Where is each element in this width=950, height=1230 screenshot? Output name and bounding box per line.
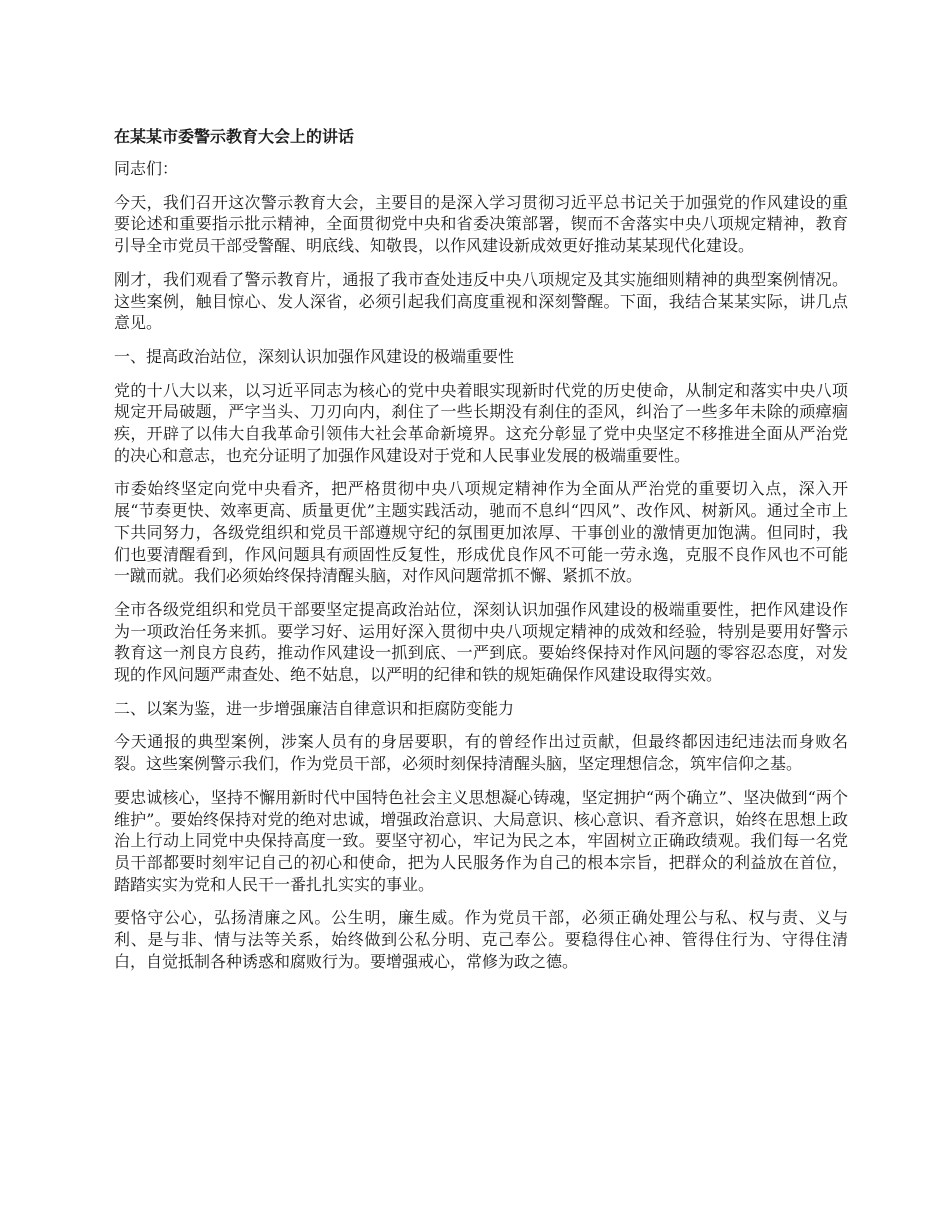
salutation: 同志们： — [114, 159, 179, 178]
document-title: 在某某市委警示教育大会上的讲话 — [114, 127, 355, 146]
section-1-paragraph-1: 党的十八大以来，以习近平同志为核心的党中央着眼实现新时代党的历史使命，从制定和落实中央八项规定开局破题，严字当头、刀刃向内，刹住了一些长期没有刹住的歪风，纠治了一些多年未除的顽瘴痼疾，开辟了以伟大自我革命引领伟大社会革命新境界。这充分彰显了党中央坚定不移推进全面从严治党的决心和意志，也充分证明了加强作风建设对于党和人民事业发展的极端重要性。 — [114, 380, 848, 465]
section-1-paragraph-2: 市委始终坚定向党中央看齐，把严格贯彻中央八项规定精神作为全面从严治党的重要切入点，深入开展“节奏更快、效率更高、质量更优”主题实践活动，驰而不息纠“四风”、改作风、树新风。通过全市上下共同努力，各级党组织和党员干部遵规守纪的氛围更加浓厚、干事创业的激情更加饱满。但同时，我们也要清醒看到，作风问题具有顽固性反复性，形成优良作风不可能一劳永逸，克服不良作风也不可能一蹴而就。我们必须始终保持清醒头脑，对作风问题常抓不懈、紧抓不放。 — [114, 479, 848, 586]
document-page — [114, 126, 848, 985]
section-2-paragraph-2: 要忠诚核心，坚持不懈用新时代中国特色社会主义思想凝心铸魂，坚定拥护“两个确立”、坚决做到“两个维护”。要始终保持对党的绝对忠诚，增强政治意识、大局意识、核心意识、看齐意识，始终在思想上政治上行动上同党中央保持高度一致。要坚守初心，牢记为民之本，牢固树立正确政绩观。我们每一名党员干部都要时刻牢记自己的初心和使命，把为人民服务作为自己的根本宗旨，把群众的利益放在首位，踏踏实实为党和人民干一番扎扎实实的事业。 — [114, 787, 848, 894]
intro-paragraph-2: 刚才，我们观看了警示教育片，通报了我市查处违反中央八项规定及其实施细则精神的典型案例情况。这些案例，触目惊心、发人深省，必须引起我们高度重视和深刻警醒。下面，我结合某某实际，讲几点意见。 — [114, 269, 848, 333]
intro-paragraph-1: 今天，我们召开这次警示教育大会，主要目的是深入学习贯彻习近平总书记关于加强党的作风建设的重要论述和重要指示批示精神，全面贯彻党中央和省委决策部署，锲而不舍落实中央八项规定精神，教育引导全市党员干部受警醒、明底线、知敬畏，以作风建设新成效更好推动某某现代化建设。 — [114, 192, 848, 256]
section-2-paragraph-3: 要恪守公心，弘扬清廉之风。公生明，廉生威。作为党员干部，必须正确处理公与私、权与责、义与利、是与非、情与法等关系，始终做到公私分明、克己奉公。要稳得住心神、管得住行为、守得住清白，自觉抵制各种诱惑和腐败行为。要增强戒心，常修为政之德。 — [114, 908, 848, 971]
section-2-paragraph-1: 今天通报的典型案例，涉案人员有的身居要职，有的曾经作出过贡献，但最终都因违纪违法而身败名裂。这些案例警示我们，作为党员干部，必须时刻保持清醒头脑，坚定理想信念，筑牢信仰之基。 — [114, 732, 848, 774]
section-1-heading: 一、提高政治站位，深刻认识加强作风建设的极端重要性 — [114, 346, 515, 366]
section-1-paragraph-3: 全市各级党组织和党员干部要坚定提高政治站位，深刻认识加强作风建设的极端重要性，把作风建设作为一项政治任务来抓。要学习好、运用好深入贯彻中央八项规定精神的成效和经验，特别是要用好警示教育这一剂良方良药，推动作风建设一抓到底、一严到底。要始终保持对作风问题的零容忍态度，对发现的作风问题严肃查处、绝不姑息，以严明的纪律和铁的规矩确保作风建设取得实效。 — [114, 599, 848, 685]
section-2-heading: 二、以案为鉴，进一步增强廉洁自律意识和拒腐防变能力 — [114, 698, 515, 718]
